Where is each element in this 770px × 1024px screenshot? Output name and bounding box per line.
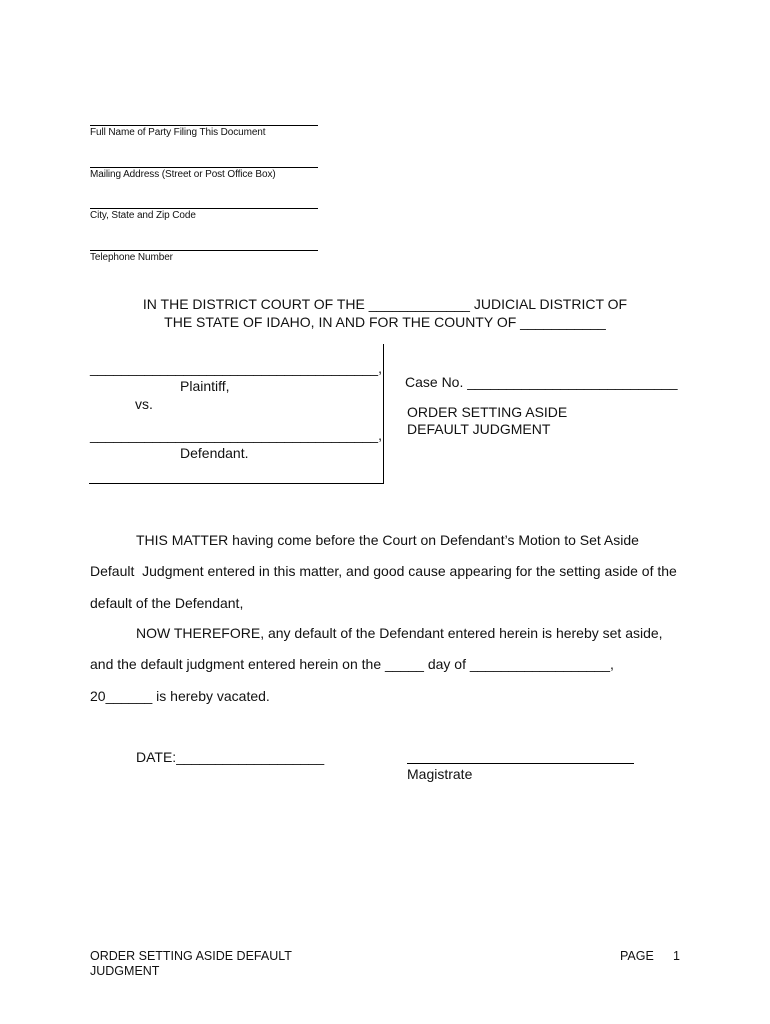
full-name-line: [90, 125, 318, 126]
telephone-label: Telephone Number: [90, 252, 173, 263]
telephone-line: [90, 250, 318, 251]
magistrate-label: Magistrate: [407, 766, 473, 782]
full-name-label: Full Name of Party Filing This Document: [90, 127, 266, 138]
magistrate-signature-line: [407, 763, 634, 764]
case-number: Case No. ___________________________: [405, 374, 678, 390]
city-state-zip-line: [90, 208, 318, 209]
versus-label: vs.: [135, 396, 153, 412]
document-title-line1: ORDER SETTING ASIDE: [407, 404, 568, 420]
caption-bottom-rule: [89, 483, 384, 484]
court-heading-line1: IN THE DISTRICT COURT OF THE _____________ JUDICIAL DISTRICT OF: [142, 296, 628, 312]
footer-title-line2: JUDGMENT: [90, 964, 160, 978]
paragraph-2-line1: NOW THEREFORE, any default of the Defendant entered herein is hereby set aside,: [136, 625, 663, 641]
court-heading-line2: THE STATE OF IDAHO, IN AND FOR THE COUNTY OF ___________: [164, 314, 606, 330]
plaintiff-name-blank: _____________________________________,: [90, 360, 382, 376]
caption-vertical-divider: [383, 344, 384, 483]
mailing-address-line: [90, 167, 318, 168]
paragraph-1-line2: Default Judgment entered in this matter, and good cause appearing for the setting aside of the: [90, 563, 677, 579]
footer-page-number: 1: [673, 949, 680, 963]
plaintiff-label: Plaintiff,: [180, 378, 230, 394]
date-field: DATE:___________________: [136, 749, 325, 765]
footer-page-label: PAGE: [620, 949, 654, 963]
paragraph-2-line3: 20______ is hereby vacated.: [90, 688, 270, 704]
defendant-label: Defendant.: [180, 445, 249, 461]
defendant-name-blank: _____________________________________,: [90, 427, 382, 443]
mailing-address-label: Mailing Address (Street or Post Office Box): [90, 169, 276, 180]
city-state-zip-label: City, State and Zip Code: [90, 210, 196, 221]
paragraph-2-line2: and the default judgment entered herein on the _____ day of __________________,: [90, 656, 614, 672]
footer-title-line1: ORDER SETTING ASIDE DEFAULT: [90, 949, 292, 963]
paragraph-1-line3: default of the Defendant,: [90, 595, 244, 611]
paragraph-1-line1: THIS MATTER having come before the Court on Defendant’s Motion to Set Aside: [136, 532, 639, 548]
document-title-line2: DEFAULT JUDGMENT: [407, 421, 551, 437]
